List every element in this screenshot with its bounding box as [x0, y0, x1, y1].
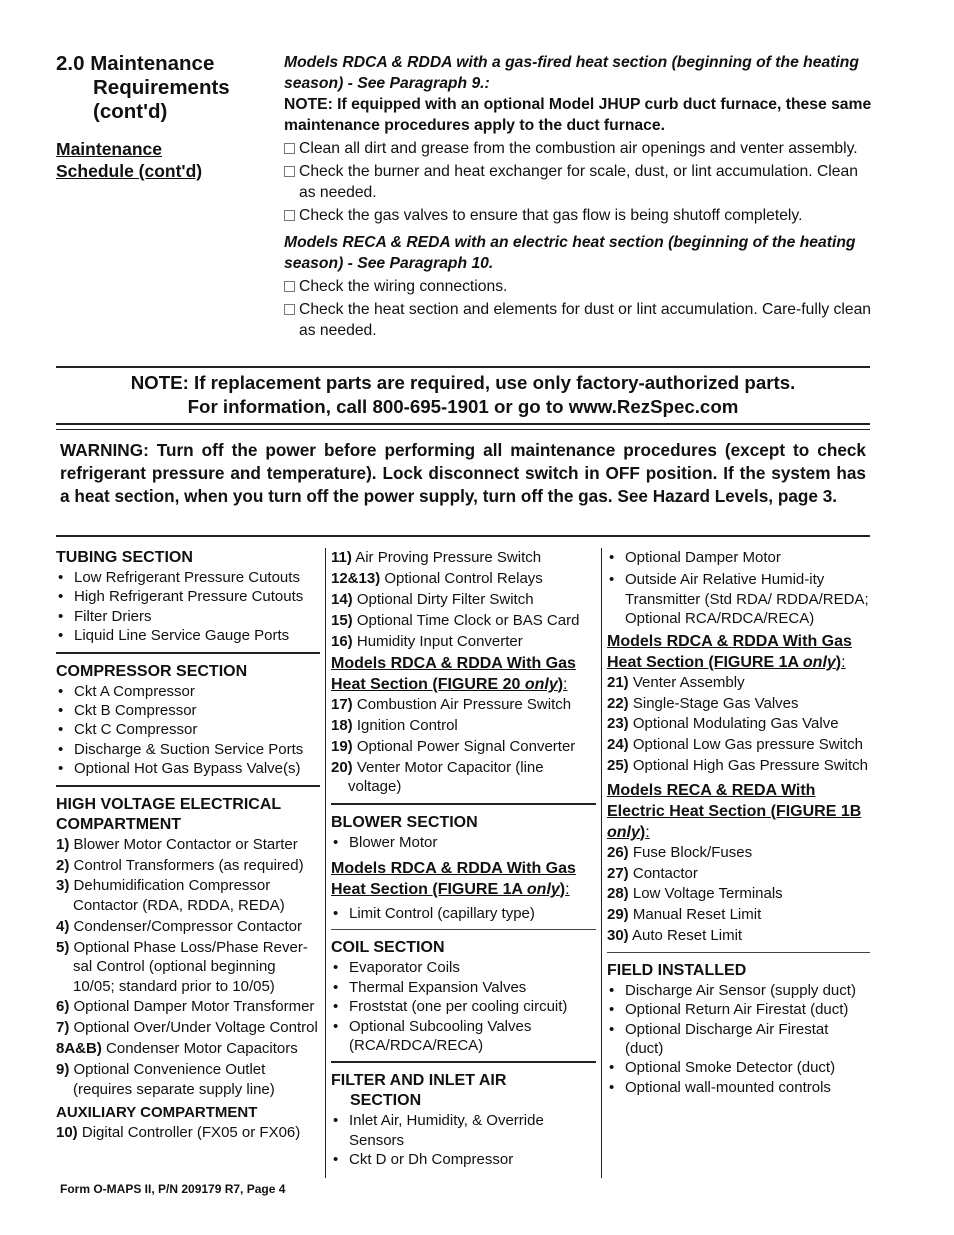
checkbox-icon — [284, 210, 295, 221]
divider — [56, 429, 870, 430]
list-item: 28) Low Voltage Terminals — [607, 885, 783, 903]
section-title-line-1: 2.0 Maintenance — [56, 52, 215, 75]
list-item: 1) Blower Motor Contactor or Starter — [56, 835, 298, 853]
list-item: 24) Optional Low Gas pressure Switch — [607, 736, 863, 754]
checklist-item: Clean all dirt and grease from the combustion air openings and venter assembly. — [284, 138, 874, 159]
list-item: 20) Venter Motor Capacitor (line voltage) — [331, 758, 544, 796]
list-item: • Ckt D or Dh Compressor — [331, 1150, 596, 1169]
list-item: • Low Refrigerant Pressure Cutouts — [56, 568, 320, 587]
list-item: 18) Ignition Control — [331, 716, 458, 734]
gas-fig1a-heading: Models RDCA & RDDA With Gas Heat Section (FIGURE 1A only): — [607, 632, 852, 671]
list-item: 6) Optional Damper Motor Transformer — [56, 998, 315, 1016]
divider — [56, 366, 870, 368]
list-item: 26) Fuse Block/Fuses — [607, 843, 753, 861]
gas-fig1a-heading: Models RDCA & RDDA With Gas Heat Section (FIGURE 1A only): — [331, 859, 576, 898]
electric-fig1b-list — [607, 843, 870, 946]
list-item: 2) Control Transformers (as required) — [56, 856, 304, 874]
list-item: • Outside Air Relative Humid-ity Transmitter (Std RDA/ RDDA/REDA; Optional RCA/RDCA/RECA) — [607, 570, 870, 628]
checklist-item: Check the heat section and elements for dust or lint accumulation. Care-fully clean as needed. — [284, 299, 874, 341]
section-subtitle-line-2: Schedule (cont'd) — [56, 161, 203, 181]
section-subtitle-line-1: Maintenance — [56, 139, 162, 159]
electric-checklist — [284, 276, 874, 341]
section-subtitle — [56, 138, 202, 182]
list-item: 16) Humidity Input Converter — [331, 632, 523, 650]
list-item: 19) Optional Power Signal Converter — [331, 737, 576, 755]
list-item: • Thermal Expansion Valves — [331, 978, 596, 997]
aux-list — [56, 1123, 320, 1142]
control-list — [331, 548, 596, 651]
list-item: • Ckt A Compressor — [56, 682, 320, 701]
tubing-heading: TUBING SECTION — [56, 549, 193, 566]
list-item: • Optional Return Air Firestat (duct) — [607, 1000, 870, 1019]
list-item: 12&13) Optional Control Relays — [331, 569, 543, 587]
electric-fig1b-heading: Models RECA & REDA With Electric Heat Section (FIGURE 1B only): — [607, 781, 862, 841]
page-footer: Form O-MAPS II, P/N 209179 R7, Page 4 — [60, 1182, 286, 1196]
list-item: • Evaporator Coils — [331, 958, 596, 977]
column-divider — [601, 548, 602, 1178]
list-item: 30) Auto Reset Limit — [607, 927, 743, 945]
blower-heading: BLOWER SECTION — [331, 813, 478, 831]
list-item: 15) Optional Time Clock or BAS Card — [331, 611, 580, 629]
coil-list — [331, 958, 596, 1055]
divider — [56, 423, 870, 425]
list-item: 29) Manual Reset Limit — [607, 906, 762, 924]
hv-list — [56, 835, 320, 1099]
list-item: 10) Digital Controller (FX05 or FX06) — [56, 1123, 301, 1141]
parts-column-3 — [607, 548, 870, 1097]
list-item: 8A&B) Condenser Motor Capacitors — [56, 1040, 298, 1058]
list-item: 17) Combustion Air Pressure Switch — [331, 696, 572, 714]
aux-heading: AUXILIARY COMPARTMENT — [56, 1103, 258, 1121]
checkbox-icon — [284, 304, 295, 315]
gas-fig20-heading: Models RDCA & RDDA With Gas Heat Section (FIGURE 20 only): — [331, 655, 576, 694]
list-item: 7) Optional Over/Under Voltage Control — [56, 1019, 318, 1037]
note-line-1: NOTE: If replacement parts are required, use only factory-authorized parts. — [130, 372, 796, 393]
checklist-item: Check the wiring connections. — [284, 276, 874, 297]
list-item: 3) Dehumidification Compressor Contactor (RDA, RDDA, REDA) — [56, 877, 285, 914]
list-item: • Inlet Air, Humidity, & Override Sensors — [331, 1111, 596, 1150]
list-item: • Optional Damper Motor — [607, 548, 870, 567]
divider — [56, 535, 870, 537]
list-item: • Optional Hot Gas Bypass Valve(s) — [56, 759, 320, 778]
divider — [607, 952, 870, 953]
list-item: • Discharge Air Sensor (supply duct) — [607, 981, 870, 1000]
list-item: • Optional Smoke Detector (duct) — [607, 1058, 870, 1077]
damper-list — [607, 548, 870, 629]
gas-models-note: NOTE: If equipped with an optional Model JHUP curb duct furnace, these same maintenance procedures apply to the duct furnace. — [284, 96, 872, 134]
replacement-parts-note — [56, 371, 870, 419]
field-installed-list — [607, 981, 870, 1097]
list-item: • Optional Subcooling Valves (RCA/RDCA/RECA) — [331, 1017, 596, 1056]
checkbox-icon — [284, 166, 295, 177]
divider — [331, 1061, 596, 1063]
list-item: • Filter Driers — [56, 607, 320, 626]
parts-column-1 — [56, 548, 320, 1144]
divider — [331, 929, 596, 930]
section-title-line-2: Requirements — [93, 76, 230, 99]
list-item: 22) Single-Stage Gas Valves — [607, 694, 799, 712]
filter-list — [331, 1111, 596, 1169]
list-item: 23) Optional Modulating Gas Valve — [607, 715, 839, 733]
note-line-2: For information, call 800-695-1901 or go to www.RezSpec.com — [187, 396, 739, 417]
gas-models-heading: Models RDCA & RDDA with a gas-fired heat section (beginning of the heating season) - See Paragraph 9.: — [284, 54, 859, 92]
compressor-heading: COMPRESSOR SECTION — [56, 662, 248, 680]
list-item: • Froststat (one per cooling circuit) — [331, 997, 596, 1016]
list-item: 4) Condenser/Compressor Contactor — [56, 917, 302, 935]
list-item: • Ckt B Compressor — [56, 701, 320, 720]
coil-heading: COIL SECTION — [331, 939, 445, 957]
gas-fig1a-list — [607, 673, 870, 776]
divider — [331, 803, 596, 805]
gas-fig20-list — [331, 695, 596, 797]
maintenance-intro — [284, 52, 874, 347]
blower-list — [331, 833, 596, 852]
column-divider — [325, 548, 326, 1178]
hv-heading: HIGH VOLTAGE ELECTRICAL COMPARTMENT — [56, 795, 282, 833]
parts-column-2 — [331, 548, 596, 1170]
checklist-item: Check the gas valves to ensure that gas flow is being shutoff completely. — [284, 205, 874, 226]
divider — [56, 652, 320, 654]
list-item: 21) Venter Assembly — [607, 673, 745, 691]
list-item: 25) Optional High Gas Pressure Switch — [607, 757, 868, 775]
checkbox-icon — [284, 281, 295, 292]
gas-checklist — [284, 138, 874, 226]
list-item: 14) Optional Dirty Filter Switch — [331, 590, 534, 608]
list-item: • Ckt C Compressor — [56, 720, 320, 739]
divider — [56, 785, 320, 787]
electric-models-heading: Models RECA & REDA with an electric heat section (beginning of the heating season) - See Paragraph 10. — [284, 234, 856, 272]
list-item: • Blower Motor — [331, 833, 596, 852]
filter-heading: FILTER AND INLET AIR SECTION — [331, 1072, 507, 1110]
checkbox-icon — [284, 143, 295, 154]
section-title-line-3: (cont'd) — [93, 100, 168, 123]
section-title — [56, 52, 256, 124]
list-item: • Optional wall-mounted controls — [607, 1078, 870, 1097]
list-item: 11) Air Proving Pressure Switch — [331, 549, 542, 566]
gas-fig1a-list — [331, 904, 596, 923]
list-item: • Discharge & Suction Service Ports — [56, 740, 320, 759]
list-item: • Limit Control (capillary type) — [331, 904, 596, 923]
field-installed-heading: FIELD INSTALLED — [607, 961, 747, 979]
list-item: • High Refrigerant Pressure Cutouts — [56, 587, 320, 606]
list-item: • Liquid Line Service Gauge Ports — [56, 626, 320, 645]
checklist-item: Check the burner and heat exchanger for scale, dust, or lint accumulation. Clean as needed. — [284, 161, 874, 203]
list-item: 9) Optional Convenience Outlet (requires separate supply line) — [56, 1061, 275, 1098]
tubing-list — [56, 568, 320, 646]
list-item: • Optional Discharge Air Firestat (duct) — [607, 1020, 870, 1059]
warning-text: WARNING: Turn off the power before performing all maintenance procedures (except to check refrigerant pressure and temperature). Lock disconnect switch in OFF position. If the system has a heat section, when you turn off the power supply, turn off the gas. See Hazard Levels, page 3. — [60, 440, 866, 506]
list-item: 5) Optional Phase Loss/Phase Rever-sal Control (optional beginning 10/05; standard prior to 10/05) — [56, 938, 308, 995]
compressor-list — [56, 682, 320, 779]
list-item: 27) Contactor — [607, 864, 698, 882]
